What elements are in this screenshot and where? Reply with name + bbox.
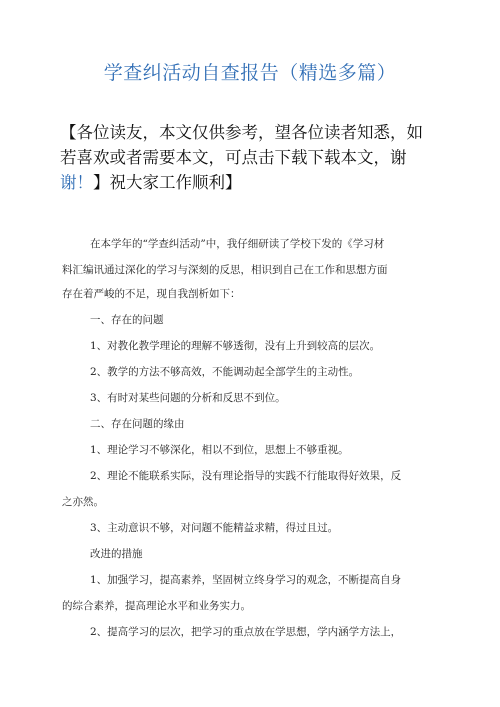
notice-thanks-text: 谢！: [60, 173, 93, 192]
intro-paragraph-line-2: 料汇编讯通过深化的学习与深刻的反思，相识到自己在工作和思想方面: [62, 264, 388, 276]
problem-item-3: 3、有时对某些问题的分析和反思不到位。: [90, 392, 286, 404]
intro-paragraph-line-1: 在本学年的“学查纠活动”中，我仔细研读了学校下发的《学习材: [90, 238, 385, 250]
cause-item-2-line-1: 2、理论不能联系实际，没有理论指导的实践不行能取得好效果，反: [90, 470, 402, 482]
document-title: 学查纠活动自查报告（精选多篇）: [103, 62, 397, 84]
notice-line-1: 【各位读友，本文仅供参考，望各位读者知悉，如: [60, 123, 423, 142]
measure-item-1-line-1: 1、加强学习，提高素养，坚固树立终身学习的观念，不断提高自身: [90, 574, 402, 586]
section-heading-problems: 一、存在的问题: [90, 314, 164, 326]
cause-item-3: 3、主动意识不够，对问题不能精益求精，得过且过。: [90, 522, 339, 534]
intro-paragraph-line-3: 存在着严峻的不足，现自我剖析如下：: [62, 288, 241, 300]
reader-notice: [60, 120, 440, 195]
measure-item-1-line-2: 的综合素养，提高理论水平和业务实力。: [62, 600, 251, 612]
problem-item-1: 1、对教化教学理论的理解不够透彻，没有上升到较高的层次。: [90, 340, 381, 352]
notice-closing-text: 】祝大家工作顺利】: [93, 173, 242, 192]
section-heading-measures: 改进的措施: [90, 548, 143, 560]
cause-item-1: 1、理论学习不够深化，相以不到位，思想上不够重视。: [90, 444, 349, 456]
measure-item-2: 2、提高学习的层次，把学习的重点放在学思想，学内涵学方法上，: [90, 626, 402, 638]
section-heading-causes: 二、存在问题的缘由: [90, 418, 185, 430]
notice-line-2: 若喜欢或者需要本文，可点击下载下载本文，谢: [60, 148, 407, 167]
notice-line-3: [60, 170, 440, 195]
problem-item-2: 2、教学的方法不够高效，不能调动起全部学生的主动性。: [90, 366, 360, 378]
cause-item-2-line-2: 之亦然。: [62, 496, 104, 508]
